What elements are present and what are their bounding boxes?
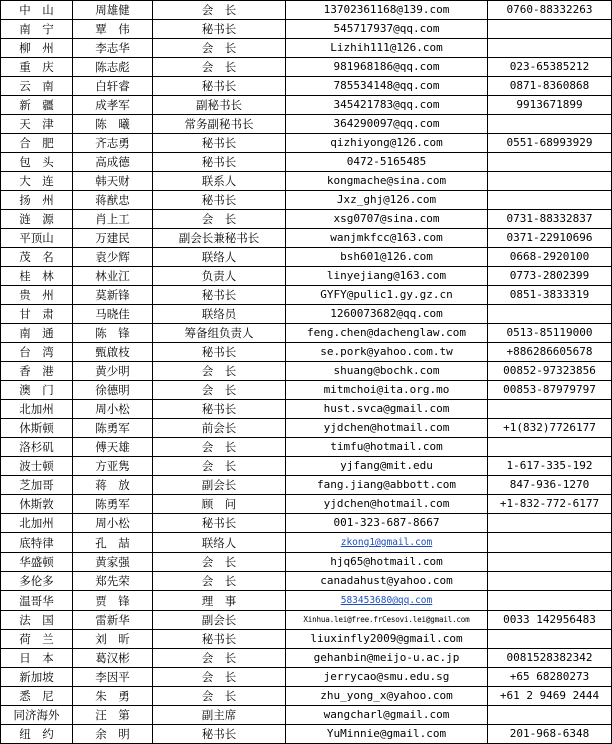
city-cell: 纽 约 (1, 725, 73, 744)
name-cell: 周小松 (73, 514, 153, 533)
name-cell: 葛汉彬 (73, 649, 153, 668)
phone-cell: 1-617-335-192 (488, 457, 612, 476)
city-cell: 芝加哥 (1, 476, 73, 495)
city-cell: 柳 州 (1, 39, 73, 58)
name-cell: 蒋 放 (73, 476, 153, 495)
email-cell: 981968186@qq.com (286, 58, 488, 77)
phone-cell (488, 305, 612, 324)
name-cell: 雷新华 (73, 611, 153, 630)
name-cell: 贾 锋 (73, 591, 153, 611)
email-cell: qizhiyong@126.com (286, 134, 488, 153)
email-cell: wangcharl@gmail.com (286, 706, 488, 725)
role-cell: 联络员 (153, 305, 286, 324)
phone-cell: +886286605678 (488, 343, 612, 362)
name-cell: 李志华 (73, 39, 153, 58)
table-row (1, 191, 612, 210)
city-cell: 波士顿 (1, 457, 73, 476)
city-cell: 云 南 (1, 77, 73, 96)
email-cell: GYFY@pulic1.gy.gz.cn (286, 286, 488, 305)
name-cell: 袁少辉 (73, 248, 153, 267)
phone-cell: +65 68280273 (488, 668, 612, 687)
table-row (1, 457, 612, 476)
city-cell: 南 通 (1, 324, 73, 343)
name-cell: 傅天雄 (73, 438, 153, 457)
name-cell: 肖上工 (73, 210, 153, 229)
phone-cell (488, 533, 612, 553)
phone-cell (488, 39, 612, 58)
phone-cell: 0668-2920100 (488, 248, 612, 267)
role-cell: 会 长 (153, 58, 286, 77)
city-cell: 底特律 (1, 533, 73, 553)
table-row (1, 115, 612, 134)
role-cell: 理 事 (153, 591, 286, 611)
role-cell: 会 长 (153, 438, 286, 457)
name-cell: 刘 昕 (73, 630, 153, 649)
role-cell: 会 长 (153, 687, 286, 706)
name-cell: 白轩睿 (73, 77, 153, 96)
name-cell: 余 明 (73, 725, 153, 744)
email-cell: timfu@hotmail.com (286, 438, 488, 457)
email-cell (286, 591, 488, 611)
phone-cell: +61 2 9469 2444 (488, 687, 612, 706)
role-cell: 联络人 (153, 533, 286, 553)
phone-cell: 00852-97323856 (488, 362, 612, 381)
email-cell: Jxz_ghj@126.com (286, 191, 488, 210)
email-cell: jerrycao@smu.edu.sg (286, 668, 488, 687)
table-row (1, 305, 612, 324)
name-cell: 汪 第 (73, 706, 153, 725)
email-cell: fang.jiang@abbott.com (286, 476, 488, 495)
table-row (1, 343, 612, 362)
table-row (1, 476, 612, 495)
name-cell: 徐德明 (73, 381, 153, 400)
phone-cell: 0773-2802399 (488, 267, 612, 286)
city-cell: 温哥华 (1, 591, 73, 611)
role-cell: 会 长 (153, 381, 286, 400)
city-cell: 北加州 (1, 514, 73, 533)
city-cell: 休斯敦 (1, 495, 73, 514)
role-cell: 秘书长 (153, 630, 286, 649)
city-cell: 华盛顿 (1, 553, 73, 572)
email-cell: yjdchen@hotmail.com (286, 419, 488, 438)
city-cell: 新 疆 (1, 96, 73, 115)
table-row (1, 572, 612, 591)
city-cell: 澳 门 (1, 381, 73, 400)
email-link[interactable]: 583453680@qq.com (340, 595, 433, 606)
city-cell: 法 国 (1, 611, 73, 630)
city-cell: 荷 兰 (1, 630, 73, 649)
role-cell: 秘书长 (153, 725, 286, 744)
email-cell: Lizhih111@126.com (286, 39, 488, 58)
role-cell: 会 长 (153, 1, 286, 20)
name-cell: 蒋猷忠 (73, 191, 153, 210)
phone-cell: 0851-3833319 (488, 286, 612, 305)
phone-cell: 023-65385212 (488, 58, 612, 77)
table-row (1, 400, 612, 419)
name-cell: 陈勇军 (73, 419, 153, 438)
role-cell: 会 长 (153, 668, 286, 687)
table-row (1, 495, 612, 514)
role-cell: 秘书长 (153, 400, 286, 419)
table-row (1, 267, 612, 286)
table-row (1, 96, 612, 115)
city-cell: 平顶山 (1, 229, 73, 248)
table-row (1, 324, 612, 343)
phone-cell: 0731-88332837 (488, 210, 612, 229)
city-cell: 合 肥 (1, 134, 73, 153)
phone-cell: 0760-88332263 (488, 1, 612, 20)
name-cell: 朱 勇 (73, 687, 153, 706)
email-cell: 001-323-687-8667 (286, 514, 488, 533)
phone-cell: 0033 142956483 (488, 611, 612, 630)
name-cell: 成孝军 (73, 96, 153, 115)
name-cell: 林业江 (73, 267, 153, 286)
name-cell: 陈勇军 (73, 495, 153, 514)
phone-cell: 0513-85119000 (488, 324, 612, 343)
phone-cell (488, 630, 612, 649)
role-cell: 筹备组负责人 (153, 324, 286, 343)
role-cell: 秘书长 (153, 286, 286, 305)
email-cell: 345421783@qq.com (286, 96, 488, 115)
city-cell: 包 头 (1, 153, 73, 172)
table-row (1, 630, 612, 649)
table-row (1, 381, 612, 400)
table-row (1, 134, 612, 153)
role-cell: 会 长 (153, 553, 286, 572)
city-cell: 北加州 (1, 400, 73, 419)
phone-cell: +1-832-772-6177 (488, 495, 612, 514)
city-cell: 大 连 (1, 172, 73, 191)
email-cell: 1260073682@qq.com (286, 305, 488, 324)
contacts-table-body (1, 1, 612, 744)
phone-cell (488, 172, 612, 191)
city-cell: 桂 林 (1, 267, 73, 286)
table-row (1, 362, 612, 381)
table-row (1, 58, 612, 77)
email-cell: yjfang@mit.edu (286, 457, 488, 476)
phone-cell: 0371-22910696 (488, 229, 612, 248)
table-row (1, 419, 612, 438)
email-cell: wanjmkfcc@163.com (286, 229, 488, 248)
city-cell: 同济海外 (1, 706, 73, 725)
table-row (1, 286, 612, 305)
email-cell (286, 533, 488, 553)
city-cell: 南 宁 (1, 20, 73, 39)
email-cell: 13702361168@139.com (286, 1, 488, 20)
email-cell: YuMinnie@gmail.com (286, 725, 488, 744)
name-cell: 万建民 (73, 229, 153, 248)
table-row (1, 533, 612, 553)
role-cell: 会 长 (153, 457, 286, 476)
city-cell: 扬 州 (1, 191, 73, 210)
name-cell: 莫新锋 (73, 286, 153, 305)
email-cell: gehanbin@meijo-u.ac.jp (286, 649, 488, 668)
city-cell: 贵 州 (1, 286, 73, 305)
role-cell: 副秘书长 (153, 96, 286, 115)
email-cell: 545717937@qq.com (286, 20, 488, 39)
table-row (1, 210, 612, 229)
city-cell: 重 庆 (1, 58, 73, 77)
email-cell: shuang@bochk.com (286, 362, 488, 381)
email-cell: yjdchen@hotmail.com (286, 495, 488, 514)
email-cell: liuxinfly2009@gmail.com (286, 630, 488, 649)
city-cell: 中 山 (1, 1, 73, 20)
name-cell: 孔 喆 (73, 533, 153, 553)
name-cell: 周雄健 (73, 1, 153, 20)
name-cell: 高成德 (73, 153, 153, 172)
name-cell: 齐志勇 (73, 134, 153, 153)
city-cell: 休斯顿 (1, 419, 73, 438)
email-cell: xsg0707@sina.com (286, 210, 488, 229)
role-cell: 会 长 (153, 362, 286, 381)
role-cell: 常务副秘书长 (153, 115, 286, 134)
table-row (1, 649, 612, 668)
table-row (1, 591, 612, 611)
role-cell: 副会长 (153, 611, 286, 630)
table-row (1, 172, 612, 191)
phone-cell: 847-936-1270 (488, 476, 612, 495)
city-cell: 新加坡 (1, 668, 73, 687)
city-cell: 台 湾 (1, 343, 73, 362)
role-cell: 联系人 (153, 172, 286, 191)
email-cell: hust.svca@gmail.com (286, 400, 488, 419)
phone-cell (488, 514, 612, 533)
table-row (1, 39, 612, 58)
name-cell: 韩天财 (73, 172, 153, 191)
phone-cell: 9913671899 (488, 96, 612, 115)
table-row (1, 553, 612, 572)
phone-cell: 201-968-6348 (488, 725, 612, 744)
table-row (1, 438, 612, 457)
phone-cell: +1(832)7726177 (488, 419, 612, 438)
name-cell: 郑先荣 (73, 572, 153, 591)
role-cell: 负责人 (153, 267, 286, 286)
phone-cell (488, 400, 612, 419)
role-cell: 秘书长 (153, 77, 286, 96)
city-cell: 洛杉矶 (1, 438, 73, 457)
city-cell: 多伦多 (1, 572, 73, 591)
city-cell: 茂 名 (1, 248, 73, 267)
table-row (1, 1, 612, 20)
phone-cell (488, 20, 612, 39)
phone-cell (488, 572, 612, 591)
city-cell: 涟 源 (1, 210, 73, 229)
table-row (1, 514, 612, 533)
table-row (1, 153, 612, 172)
name-cell: 陈志彪 (73, 58, 153, 77)
email-cell: canadahust@yahoo.com (286, 572, 488, 591)
table-row (1, 20, 612, 39)
name-cell: 陈 锋 (73, 324, 153, 343)
name-cell: 陈 曦 (73, 115, 153, 134)
city-cell: 天 津 (1, 115, 73, 134)
table-row (1, 77, 612, 96)
name-cell: 黄家强 (73, 553, 153, 572)
name-cell: 黄少明 (73, 362, 153, 381)
role-cell: 秘书长 (153, 343, 286, 362)
name-cell: 周小松 (73, 400, 153, 419)
phone-cell: 0551-68993929 (488, 134, 612, 153)
role-cell: 副会长 (153, 476, 286, 495)
email-link[interactable]: zkong1@gmail.com (340, 537, 433, 548)
role-cell: 会 长 (153, 210, 286, 229)
role-cell: 副会长兼秘书长 (153, 229, 286, 248)
phone-cell (488, 438, 612, 457)
table-row (1, 611, 612, 630)
table-row (1, 687, 612, 706)
city-cell: 日 本 (1, 649, 73, 668)
role-cell: 会 长 (153, 39, 286, 58)
city-cell: 悉 尼 (1, 687, 73, 706)
email-cell: 785534148@qq.com (286, 77, 488, 96)
email-cell: hjq65@hotmail.com (286, 553, 488, 572)
role-cell: 联络人 (153, 248, 286, 267)
role-cell: 秘书长 (153, 153, 286, 172)
email-cell: bsh601@126.com (286, 248, 488, 267)
email-cell: mitmchoi@ita.org.mo (286, 381, 488, 400)
role-cell: 秘书长 (153, 191, 286, 210)
role-cell: 会 长 (153, 649, 286, 668)
email-cell: se.pork@yahoo.com.tw (286, 343, 488, 362)
phone-cell: 0871-8360868 (488, 77, 612, 96)
table-row (1, 725, 612, 744)
table-row (1, 248, 612, 267)
name-cell: 方亚隽 (73, 457, 153, 476)
phone-cell (488, 115, 612, 134)
name-cell: 李因平 (73, 668, 153, 687)
role-cell: 秘书长 (153, 134, 286, 153)
table-row (1, 229, 612, 248)
phone-cell (488, 706, 612, 725)
name-cell: 甄啟枝 (73, 343, 153, 362)
name-cell: 马晓佳 (73, 305, 153, 324)
phone-cell (488, 553, 612, 572)
email-cell: zhu_yong_x@yahoo.com (286, 687, 488, 706)
phone-cell: 00853-87979797 (488, 381, 612, 400)
role-cell: 秘书长 (153, 20, 286, 39)
city-cell: 甘 肃 (1, 305, 73, 324)
role-cell: 秘书长 (153, 514, 286, 533)
email-cell: feng.chen@dachenglaw.com (286, 324, 488, 343)
email-cell: kongmache@sina.com (286, 172, 488, 191)
name-cell: 覃 伟 (73, 20, 153, 39)
phone-cell (488, 591, 612, 611)
role-cell: 副主席 (153, 706, 286, 725)
phone-cell (488, 191, 612, 210)
email-cell: 0472-5165485 (286, 153, 488, 172)
email-cell: Xinhua.lei@free.frCesovi.lei@gmail.com (286, 611, 488, 630)
role-cell: 会 长 (153, 572, 286, 591)
phone-cell (488, 153, 612, 172)
email-cell: 364290097@qq.com (286, 115, 488, 134)
city-cell: 香 港 (1, 362, 73, 381)
role-cell: 顾 问 (153, 495, 286, 514)
role-cell: 前会长 (153, 419, 286, 438)
table-row (1, 668, 612, 687)
email-cell: linyejiang@163.com (286, 267, 488, 286)
table-row (1, 706, 612, 725)
phone-cell: 0081528382342 (488, 649, 612, 668)
